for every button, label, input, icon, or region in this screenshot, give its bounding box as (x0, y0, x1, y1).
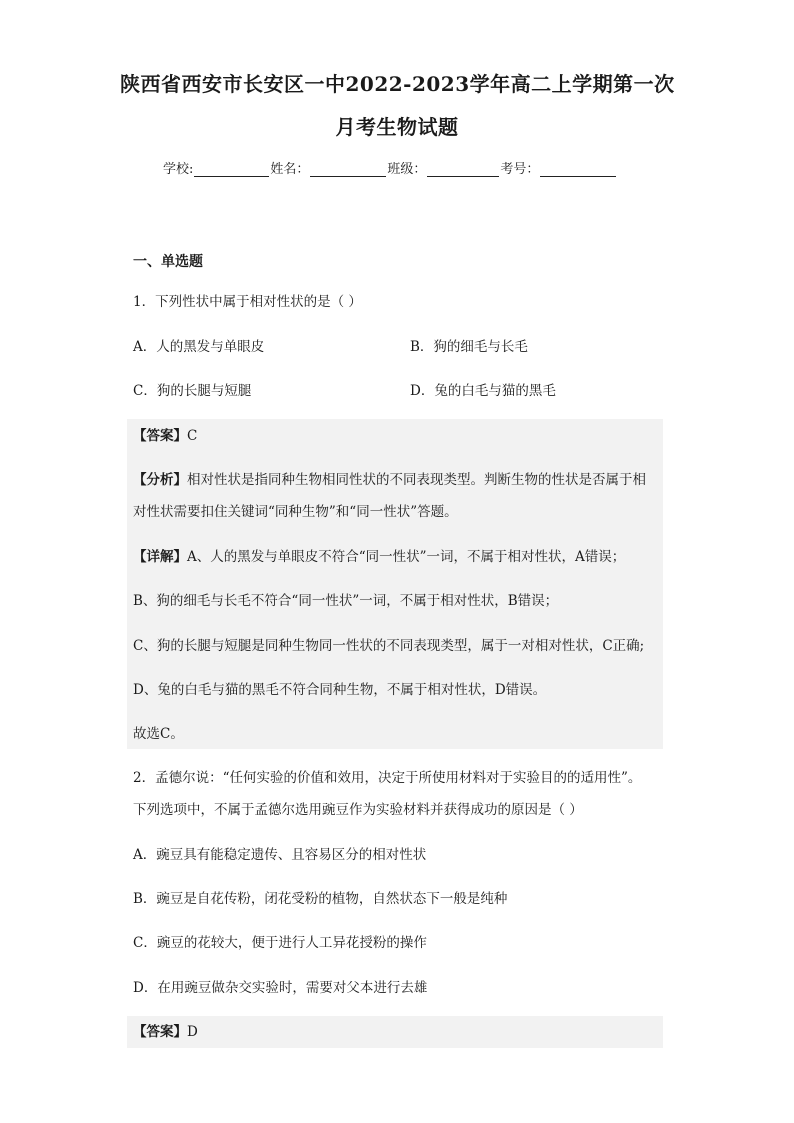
school-blank (194, 162, 269, 177)
q2-option-b: B．豌豆是自花传粉，闭花受粉的植物，自然状态下一般是纯种 (133, 891, 508, 907)
q2-solution-block (127, 1016, 663, 1048)
q2-answer (133, 1022, 198, 1042)
q1-analysis-line1 (133, 470, 646, 490)
answer-tag: 【答案】 (133, 1024, 187, 1040)
q2-stem-line1: 2．孟德尔说：“任何实验的价值和效用，决定于所使用材料对于实验目的的适用性”。 (133, 770, 642, 786)
number-blank (540, 162, 616, 177)
q2-stem-line2: 下列选项中，不属于孟德尔选用豌豆作为实验材料并获得成功的原因是（ ） (133, 802, 583, 818)
number-label: 考号： (500, 162, 540, 177)
q1-detail-line3: C、狗的长腿与短腿是同种生物同一性状的不同表现类型，属于一对相对性状，C正确; (133, 638, 645, 654)
q2-answer-value: D (187, 1024, 198, 1040)
q1-answer (133, 426, 197, 446)
q2-option-a: A．豌豆具有能稳定遗传、且容易区分的相对性状 (133, 847, 427, 863)
q1-option-c: C．狗的长腿与短腿 (133, 383, 252, 399)
name-blank (310, 162, 386, 177)
section-heading-single-choice: 一、单选题 (133, 254, 203, 270)
q1-detail-line4: D、兔的白毛与猫的黑毛不符合同种生物，不属于相对性状，D错误。 (133, 682, 547, 698)
q1-analysis-text1: 相对性状是指同种生物相同性状的不同表现类型。判断生物的性状是否属于相 (187, 472, 646, 488)
answer-tag: 【答案】 (133, 428, 187, 444)
q1-option-d: D．兔的白毛与猫的黑毛 (410, 383, 556, 399)
q1-option-a: A．人的黑发与单眼皮 (133, 339, 265, 355)
q2-option-d: D．在用豌豆做杂交实验时，需要对父本进行去雄 (133, 980, 428, 996)
q1-option-b: B．狗的细毛与长毛 (410, 339, 528, 355)
exam-title-line1: 陕西省西安市长安区一中2022-2023学年高二上学期第一次 (120, 72, 675, 96)
class-blank (427, 162, 499, 177)
school-label: 学校: (163, 162, 194, 177)
q1-detail-line2: B、狗的细毛与长毛不符合“同一性状”一词，不属于相对性状，B错误； (133, 593, 559, 609)
q1-conclusion: 故选C。 (133, 726, 184, 742)
student-info-row (163, 158, 633, 177)
q1-answer-value: C (187, 428, 198, 444)
analysis-tag: 【分析】 (133, 472, 187, 488)
q2-option-c: C．豌豆的花较大，便于进行人工异花授粉的操作 (133, 935, 427, 951)
q1-stem: 1．下列性状中属于相对性状的是（ ） (133, 294, 362, 310)
name-label: 姓名： (270, 162, 310, 177)
exam-title-line2: 月考生物试题 (335, 115, 459, 139)
q1-analysis-line2: 对性状需要扣住关键词“同种生物”和“同一性状”答题。 (133, 504, 458, 520)
q1-detail-line1 (133, 547, 625, 567)
q1-detail-text1: A、人的黑发与单眼皮不符合“同一性状”一词，不属于相对性状，A错误； (187, 549, 626, 565)
detail-tag: 【详解】 (133, 549, 187, 565)
class-label: 班级： (387, 162, 427, 177)
